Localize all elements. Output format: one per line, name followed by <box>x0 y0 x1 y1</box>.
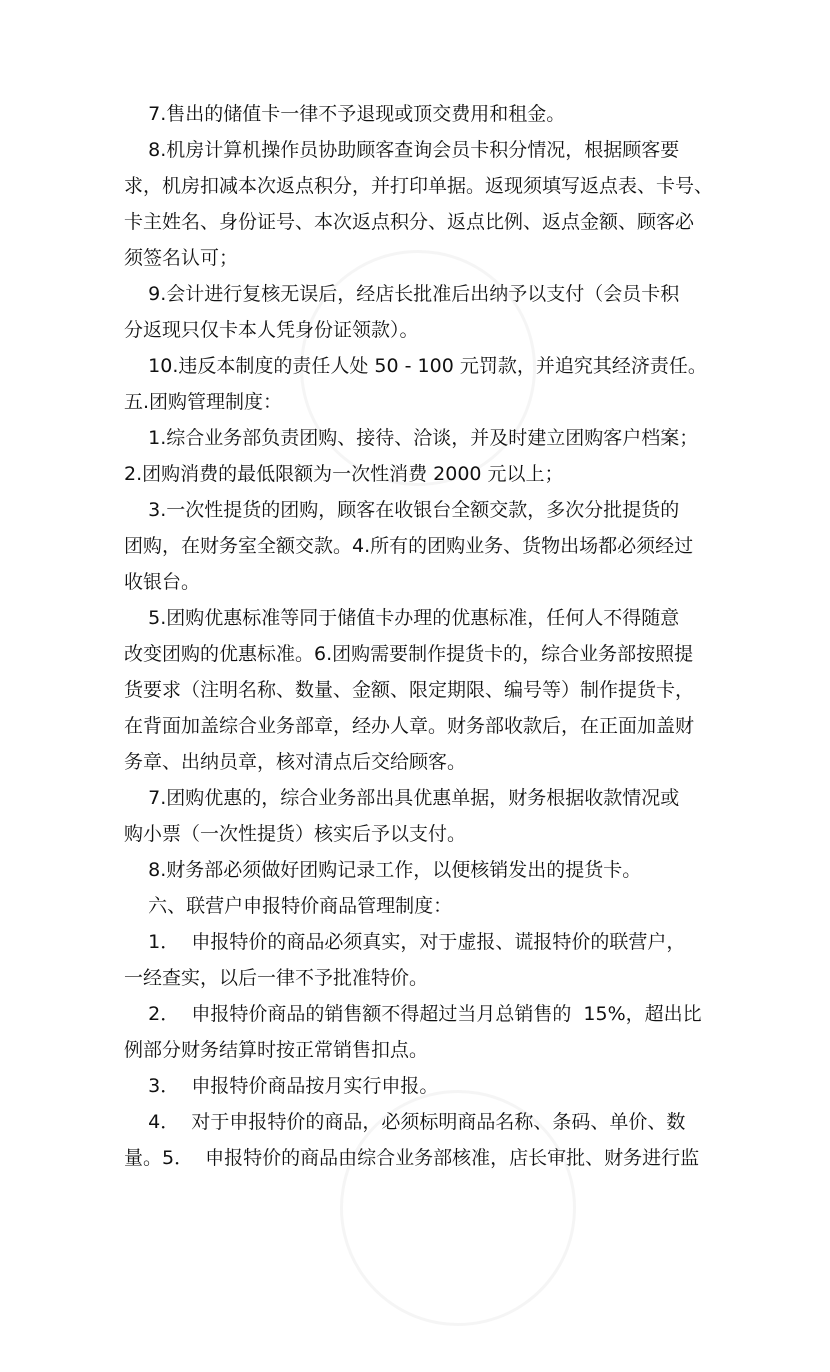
text-line: 3.一次性提货的团购，顾客在收银台全额交款，多次分批提货的 <box>124 499 680 521</box>
text-line: 购小票（一次性提货）核实后予以支付。 <box>124 823 467 845</box>
section-heading: 五.团购管理制度： <box>124 391 283 413</box>
text-line: 求，机房扣减本次返点积分，并打印单据。返现须填写返点表、卡号、 <box>124 175 714 197</box>
text-line: 2． 申报特价商品的销售额不得超过当月总销售的 15%，超出比 <box>124 1003 702 1025</box>
text-line: 分返现只仅卡本人凭身份证领款）。 <box>124 319 419 341</box>
text-line: 一经查实，以后一律不予批准特价。 <box>124 967 429 989</box>
text-line: 3． 申报特价商品按月实行申报。 <box>124 1075 439 1097</box>
text-line: 9.会计进行复核无误后，经店长批准后出纳予以支付（会员卡积 <box>124 283 680 305</box>
text-line: 量。5． 申报特价的商品由综合业务部核准，店长审批、财务进行监 <box>124 1147 700 1169</box>
document-body <box>124 96 714 1176</box>
text-line: 8.财务部必须做好团购记录工作，以便核销发出的提货卡。 <box>124 859 642 881</box>
text-line: 7.售出的储值卡一律不予退现或顶交费用和租金。 <box>124 103 566 125</box>
text-line: 4． 对于申报特价的商品，必须标明商品名称、条码、单价、数 <box>124 1111 686 1133</box>
text-line: 须签名认可； <box>124 247 239 269</box>
text-line: 10.违反本制度的责任人处 50 - 100 元罚款，并追究其经济责任。 <box>124 355 707 377</box>
text-line: 务章、出纳员章，核对清点后交给顾客。 <box>124 751 467 773</box>
text-line: 收银台。 <box>124 571 201 593</box>
text-line: 团购，在财务室全额交款。4.所有的团购业务、货物出场都必须经过 <box>124 535 694 557</box>
text-line: 5.团购优惠标准等同于储值卡办理的优惠标准，任何人不得随意 <box>124 607 680 629</box>
text-line: 在背面加盖综合业务部章，经办人章。财务部收款后，在正面加盖财 <box>124 715 695 737</box>
text-line: 1.综合业务部负责团购、接待、洽谈，并及时建立团购客户档案； <box>124 427 699 449</box>
text-line: 卡主姓名、身份证号、本次返点积分、返点比例、返点金额、顾客必 <box>124 211 695 233</box>
text-line: 7.团购优惠的，综合业务部出具优惠单据，财务根据收款情况或 <box>124 787 680 809</box>
text-line: 8.机房计算机操作员协助顾客查询会员卡积分情况，根据顾客要 <box>124 139 680 161</box>
text-line: 1． 申报特价的商品必须真实，对于虚报、谎报特价的联营户， <box>124 931 686 953</box>
text-line: 例部分财务结算时按正常销售扣点。 <box>124 1039 429 1061</box>
text-line: 改变团购的优惠标准。6.团购需要制作提货卡的，综合业务部按照提 <box>124 643 694 665</box>
section-heading: 六、联营户申报特价商品管理制度： <box>124 895 453 917</box>
text-line: 货要求（注明名称、数量、金额、限定期限、编号等）制作提货卡， <box>124 679 695 701</box>
text-line: 2.团购消费的最低限额为一次性消费 2000 元以上； <box>124 463 564 485</box>
